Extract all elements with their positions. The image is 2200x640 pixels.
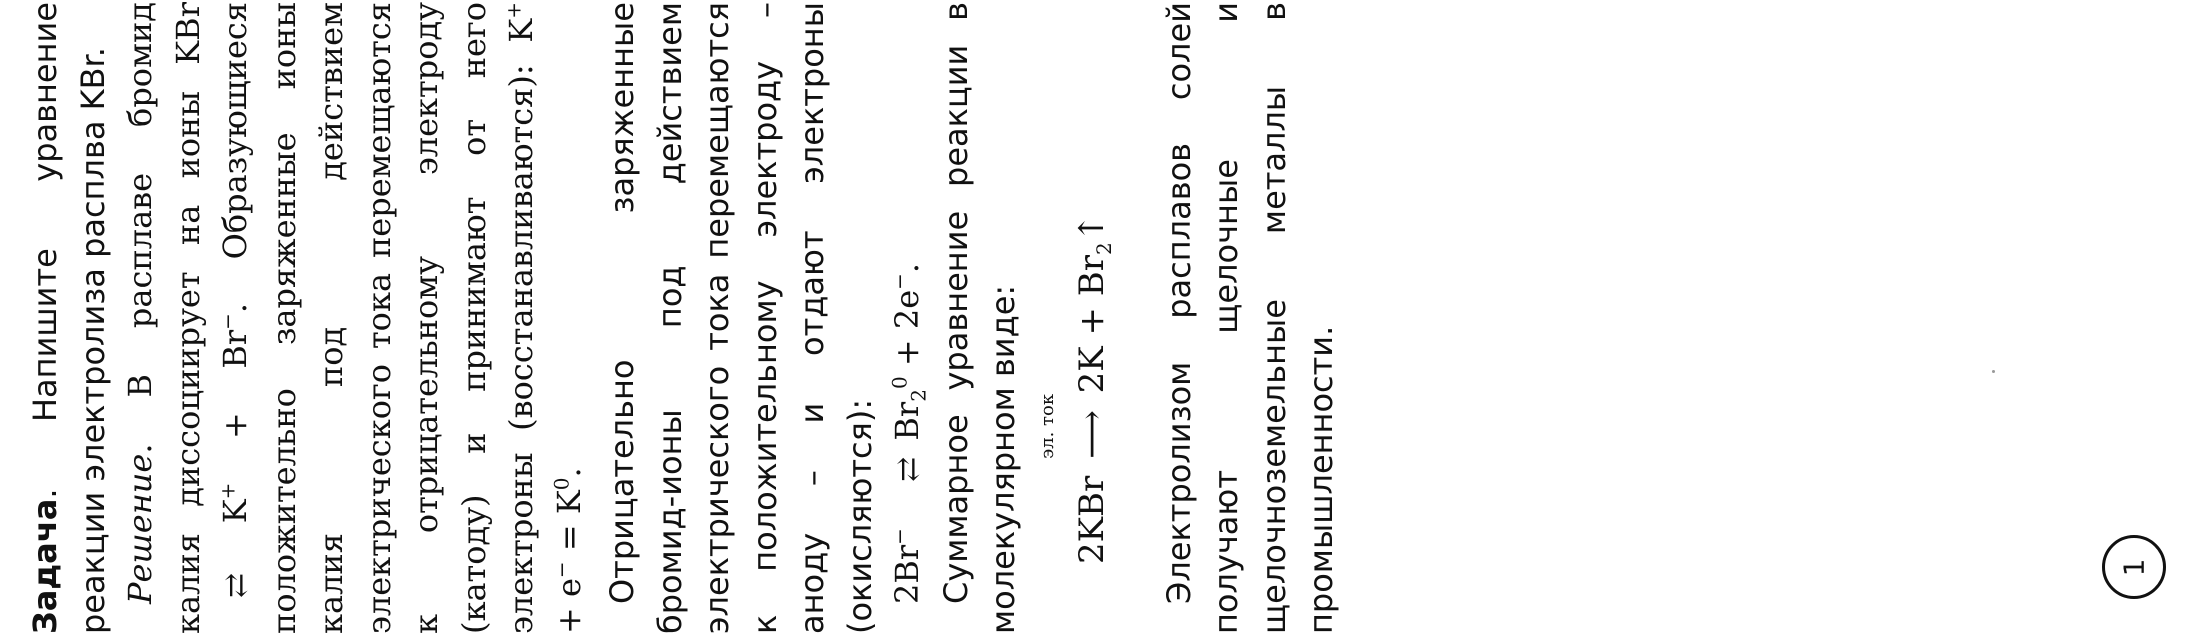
arrow-icon: ⟶ <box>1071 410 1112 459</box>
task-text: . Напишите уравнение реакции электролиза расплва KBr. <box>26 2 112 634</box>
sup-minus: − <box>215 313 240 330</box>
sol-p1-g: . <box>549 467 588 478</box>
conclusion-paragraph: Электролизом расплавов солей получают щелочные и щелочноземельные металлы в промышленности. <box>1159 2 1340 634</box>
sup-plus: + <box>215 482 240 500</box>
sol-p2-eq-a: 2Br <box>888 544 926 604</box>
sol-p1-b: K <box>216 499 254 524</box>
sup-minus: − <box>887 273 912 290</box>
sol-p1-e: + e <box>549 578 588 634</box>
solution-paragraph-1 <box>117 2 593 634</box>
sol-p1-c: + Br <box>216 329 254 440</box>
equilibrium-arrow-icon: ⇄ <box>891 456 926 482</box>
reaction-formula <box>1036 2 1116 564</box>
sup-minus: − <box>548 561 573 579</box>
sol-p2-a: Отрицательно заряженные бромид-ионы под действием электрического тока перемещаются к положительному электроду – аноду – и отдают электроны (окисляются): <box>603 2 879 634</box>
sol-p2-eq-b: Br <box>888 401 926 441</box>
solution-label: Решение <box>121 453 159 604</box>
page-number: 1 <box>2117 558 2151 576</box>
sup-zero: 0 <box>887 376 912 390</box>
scan-speck <box>1992 370 1995 373</box>
formula-left: 2KBr <box>1071 475 1112 564</box>
sol-p2-eq-d: . <box>888 262 926 274</box>
solution-paragraph-3: Суммарное уравнение реакции в молекулярном виде: <box>936 2 1022 634</box>
sol-p1-d: . Образующиеся положительно заряженные ионы калия под действием электрического тока перемещаются к отрицательному электроду (катоду) и принимают от него электроны (восстанавливаются): K <box>216 1 540 634</box>
arrow-label: эл. ток <box>1036 393 1058 459</box>
reaction-arrow <box>1036 393 1116 459</box>
sup-minus: − <box>887 528 912 545</box>
equilibrium-arrow-icon: ⇄ <box>219 572 254 598</box>
formula-sub: 2 <box>1091 242 1116 255</box>
gas-up-arrow-icon: ↑ <box>1071 213 1112 243</box>
sup-zero: 0 <box>548 477 573 491</box>
sol-p1-f: = K <box>549 490 588 552</box>
page-number-badge <box>2102 535 2166 599</box>
text-column <box>22 2 1346 634</box>
sol-p2-eq-c: + 2e <box>888 289 926 367</box>
solution-paragraph-2 <box>599 2 933 634</box>
sol-p1-a: . В расплаве бромид калия диссоциирует на ионы KBr <box>121 2 207 634</box>
sub-two: 2 <box>906 389 931 402</box>
task-paragraph <box>22 2 117 634</box>
task-label: Задача <box>26 498 64 634</box>
sup-plus: + <box>501 2 526 19</box>
formula-right: 2K + Br <box>1071 254 1112 394</box>
